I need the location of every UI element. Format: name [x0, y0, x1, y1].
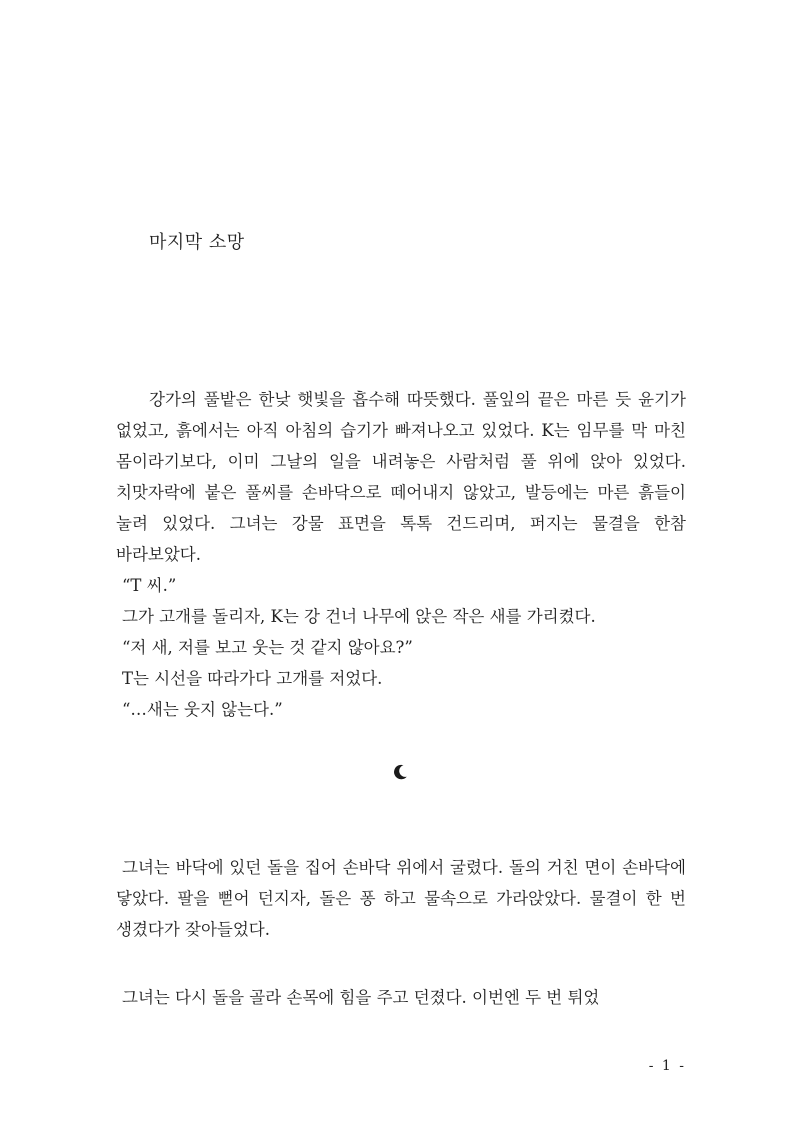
page-number: - 1 - — [648, 1058, 686, 1074]
paragraph: 그녀는 바닥에 있던 돌을 집어 손바닥 위에서 굴렸다. 돌의 거친 면이 손바닥에 닿았다. 팔을 뻗어 던지자, 돌은 퐁 하고 물속으로 가라앉았다. 물결이 한 번 생겼다가 잦아들었다. — [116, 858, 686, 939]
page-title: 마지막 소망 — [149, 232, 245, 253]
crescent-moon-icon — [390, 762, 410, 782]
story-continuation-2 — [116, 982, 686, 1013]
narration-line: 그가 고개를 돌리자, K는 강 건너 나무에 앉은 작은 새를 가리켰다. — [122, 607, 596, 626]
paragraph: 그녀는 다시 돌을 골라 손목에 힘을 주고 던졌다. 이번엔 두 번 튀었 — [122, 988, 600, 1007]
narration-line: T는 시선을 따라가다 고개를 저었다. — [122, 669, 383, 688]
story-opening — [116, 384, 686, 725]
dialogue-line: “T 씨.” — [122, 576, 177, 595]
story-continuation — [116, 852, 686, 945]
paragraph: 강가의 풀밭은 한낮 햇빛을 흡수해 따뜻했다. 풀잎의 끝은 마른 듯 윤기가 없었고, 흙에서는 아직 아침의 습기가 빠져나오고 있었다. K는 임무를 막 마친 몸이라기보다, 이미 그날의 일을 내려놓은 사람처럼 풀 위에 앉아 있었다. 치맛자락에 붙은 풀씨를 손바닥으로 떼어내지 않았고, 발등에는 마른 흙들이 눌려 있었다. 그녀는 강물 표면을 톡톡 건드리며, 퍼지는 물결을 한참 바라보았다. — [116, 390, 686, 564]
dialogue-line: “…새는 웃지 않는다.” — [122, 700, 283, 719]
dialogue-line: “저 새, 저를 보고 웃는 것 같지 않아요?” — [122, 638, 413, 657]
